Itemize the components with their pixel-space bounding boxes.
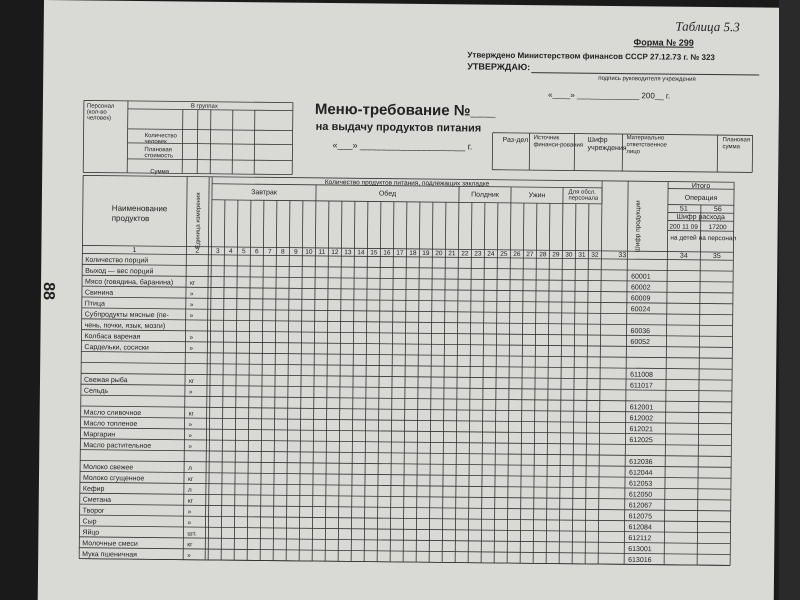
form-number: Форма № 299 <box>633 37 694 48</box>
product-code-cell: 612021 <box>629 426 653 434</box>
col-number: 12 <box>331 249 339 257</box>
total-label: Итого <box>691 182 711 190</box>
col-number: 1 <box>132 246 137 254</box>
col-number: 16 <box>383 249 391 257</box>
personnel-block-border <box>127 101 128 173</box>
meal-breakfast-label: Завтрак <box>251 189 277 197</box>
unit-cell: кг <box>188 377 195 385</box>
menu-table <box>38 0 780 600</box>
product-name-cell: Яйцо <box>82 529 100 537</box>
unit-cell: » <box>188 432 193 440</box>
column-line <box>183 177 187 560</box>
col-number: 21 <box>448 250 456 258</box>
col-number: 18 <box>409 249 417 257</box>
product-code-cell: 60009 <box>630 295 651 303</box>
product-name-cell: Сыр <box>82 518 97 526</box>
col-number: 35 <box>712 253 721 261</box>
table-row-line <box>81 352 732 359</box>
product-code-cell: 612067 <box>628 502 653 510</box>
product-code-cell: 612053 <box>628 480 653 488</box>
column-line <box>664 182 668 565</box>
personnel-label: Персонал <box>86 103 115 110</box>
col-number: 10 <box>305 248 313 256</box>
data-column-line <box>455 202 459 562</box>
product-name-cell: Масло растительное <box>83 442 152 450</box>
unit-cell: » <box>187 552 191 560</box>
data-column-line <box>260 200 264 560</box>
col-number: 19 <box>422 249 430 258</box>
products-qty-header: Количество продуктов питания, подлежащих закладке <box>324 178 490 188</box>
meal-snack-label: Полдник <box>471 191 499 199</box>
product-code-cell: 612084 <box>628 524 652 532</box>
unit-cell: л <box>188 465 192 473</box>
personnel-block-border <box>84 100 293 102</box>
personnel-block-border <box>197 110 198 174</box>
product-name-header: продуктов <box>111 213 150 224</box>
column-line <box>598 181 602 564</box>
col-number: 27 <box>526 251 534 259</box>
personnel-block-border <box>254 110 255 174</box>
totals-line <box>697 205 701 565</box>
form-page <box>38 0 780 600</box>
product-name-cell: Сардельки, сосиски <box>84 344 149 352</box>
for-staff-label: на персонал <box>698 234 737 243</box>
product-code-cell: 612036 <box>629 458 653 466</box>
form-date-line: «___» _____________________ г. <box>332 140 473 152</box>
data-column-line <box>390 202 394 562</box>
col-number: 22 <box>461 250 469 258</box>
operation-label: Операция <box>684 194 718 203</box>
data-column-line <box>520 203 524 563</box>
col-number: 30 <box>565 251 573 259</box>
table-row-line <box>81 395 732 402</box>
col-number: 25 <box>500 250 508 258</box>
count-people-label: человек <box>144 139 167 146</box>
product-name-cell: Выход — вес порций <box>85 267 154 276</box>
meal-lunch-label: Обед <box>378 190 397 198</box>
data-column-line <box>312 201 316 561</box>
product-name-cell: Молочные смеси <box>82 540 138 548</box>
col-number: 15 <box>370 249 378 257</box>
unit-cell: » <box>187 519 192 527</box>
product-code-cell: 60001 <box>631 273 651 281</box>
data-column-line <box>273 200 277 560</box>
product-code-cell: 612001 <box>629 404 654 412</box>
product-name-cell: Количество порций <box>85 256 149 265</box>
data-column-line <box>559 203 563 563</box>
product-name-cell: Свежая рыба <box>83 376 128 385</box>
op-code-2: 56 <box>713 206 722 214</box>
column-line <box>624 181 628 564</box>
personnel-label: (кол-во <box>86 109 107 116</box>
product-name-cell: Масло топленое <box>83 420 138 428</box>
table-row-line <box>80 450 731 457</box>
planned-sum-label: сумма <box>722 144 741 151</box>
product-code-cell: 613016 <box>628 556 652 565</box>
data-column-line <box>546 203 550 563</box>
product-name-cell: Творог <box>82 507 105 515</box>
data-column-line <box>351 201 355 561</box>
product-name-header: Наименование <box>111 203 168 214</box>
data-column-line <box>429 202 433 562</box>
data-column-line <box>286 201 290 561</box>
approval-date-line: «____» ______________ 200__ г. <box>547 90 671 101</box>
col-number: 6 <box>255 248 259 256</box>
product-name-cell: Птица <box>84 300 105 308</box>
meal-staff-label: Для обсл. <box>568 189 596 196</box>
personnel-block-border <box>210 110 211 174</box>
personnel-block-border <box>292 103 293 175</box>
product-name-cell: Сметана <box>82 496 112 504</box>
col-number: 20 <box>435 250 443 258</box>
data-column-line <box>234 200 238 560</box>
meal-staff-label: персонала <box>568 195 599 202</box>
form-subtitle: на выдачу продуктов питания <box>315 120 482 135</box>
product-code-cell: 612050 <box>628 491 653 499</box>
col-number: 17 <box>396 249 404 257</box>
col-number: 31 <box>578 251 586 259</box>
unit-cell: » <box>189 290 194 298</box>
page-edge <box>779 0 800 600</box>
approved-note: Утверждено Министерством финансов СССР 27.12.73 г. № 323 <box>467 50 715 63</box>
product-name-cell: Маргарин <box>83 431 116 439</box>
data-column-line <box>507 203 511 563</box>
unit-cell: » <box>189 301 194 309</box>
data-column-line <box>533 203 537 563</box>
col-number: 9 <box>294 248 298 256</box>
product-name-cell: Молоко сгущенное <box>82 474 145 483</box>
data-column-line <box>325 201 329 561</box>
data-column-line <box>468 202 472 562</box>
product-name-cell: Субпродукты мясные (пе- <box>84 311 169 320</box>
responsible-label: Материально <box>626 135 665 142</box>
expense-code-2: 17200 <box>708 223 727 232</box>
col-number: 14 <box>357 249 365 257</box>
product-code-cell: 613001 <box>628 545 652 554</box>
product-code-cell: 612044 <box>629 469 653 477</box>
institution-code-label: учреждения <box>587 144 627 153</box>
page-number: 88 <box>39 282 57 301</box>
product-name-cell: Сельдь <box>83 387 109 395</box>
unit-cell: кг <box>187 475 194 483</box>
personnel-block-border <box>232 110 233 174</box>
col-number: 24 <box>487 250 495 258</box>
count-people-label: Количество <box>144 133 177 140</box>
product-name-cell: Кефир <box>82 485 105 493</box>
product-code-header: Шифр продукции <box>634 200 642 253</box>
product-name-cell: чень, почки, язык, мозги) <box>84 322 166 331</box>
data-column-line <box>247 200 251 560</box>
data-column-line <box>221 200 225 560</box>
col-number: 8 <box>281 248 285 256</box>
unit-cell: шт. <box>187 530 197 538</box>
table-row-line <box>82 264 733 271</box>
responsible-label: лицо <box>626 149 641 156</box>
product-code-cell: 611008 <box>630 371 653 379</box>
product-code-cell: 60052 <box>630 338 650 347</box>
col-number: 5 <box>242 248 246 256</box>
personnel-block-border <box>182 109 183 173</box>
data-column-line <box>585 204 589 564</box>
form-title: Меню-требование №___ <box>314 100 496 120</box>
meal-dinner-label: Ужин <box>528 192 546 200</box>
col-number: 33 <box>618 252 627 260</box>
data-column-line <box>338 201 342 561</box>
product-code-cell: 60024 <box>630 306 651 314</box>
col-number: 29 <box>552 251 560 259</box>
product-code-cell: 60036 <box>630 327 651 336</box>
product-code-cell: 612025 <box>629 436 653 445</box>
signature-hint: подпись руководителя учреждения <box>598 75 696 83</box>
product-name-cell: Молоко свежее <box>83 463 134 472</box>
unit-cell: кг <box>188 410 194 418</box>
plan-cost-label: стоимость <box>144 153 174 160</box>
col-number: 26 <box>513 250 521 259</box>
product-code-cell: 60002 <box>630 284 651 292</box>
product-code-cell: 611017 <box>629 382 653 390</box>
product-name-cell: Мясо (говядина, баранина) <box>85 278 174 287</box>
data-column-line <box>416 202 420 562</box>
unit-cell: » <box>188 421 193 429</box>
table-label: Таблица 5.3 <box>675 18 740 35</box>
data-column-line <box>299 201 303 561</box>
unit-cell: » <box>189 312 194 320</box>
table-row-line <box>81 362 732 369</box>
product-code-cell: 612075 <box>628 513 653 521</box>
col-number: 32 <box>591 251 599 259</box>
col-number: 13 <box>344 249 352 257</box>
funding-source-label: финанси-рования <box>533 142 584 149</box>
funding-source-label: Источник <box>533 135 560 142</box>
product-name-cell: Масло сливочное <box>83 409 142 418</box>
product-code-cell: 612002 <box>629 415 654 423</box>
table-row-line <box>82 319 733 326</box>
unit-cell: кг <box>187 541 193 549</box>
col-number: 34 <box>679 252 688 260</box>
col-number: 28 <box>539 251 547 259</box>
personnel-block-border <box>83 100 84 172</box>
for-children-label: на детей <box>670 234 697 242</box>
col-number: 4 <box>229 247 233 255</box>
unit-cell: » <box>189 345 194 353</box>
data-column-line <box>377 202 381 562</box>
section-label: Раз-дел <box>502 136 529 145</box>
col-number: 7 <box>268 248 272 256</box>
col-number: 3 <box>216 247 220 255</box>
unit-cell: кг <box>187 497 194 505</box>
planned-sum-label: Плановая <box>722 137 751 144</box>
plan-cost-label: Плановая <box>144 147 172 154</box>
data-column-line <box>364 201 368 561</box>
col-number: 11 <box>318 248 326 256</box>
product-name-cell: Мука пшеничная <box>82 551 137 559</box>
op-code-1: 51 <box>679 205 688 213</box>
unit-cell: » <box>188 443 192 451</box>
personnel-block-border <box>83 172 292 174</box>
approve-label: УТВЕРЖДАЮ: <box>467 61 531 73</box>
personnel-block-border <box>128 129 293 131</box>
expense-code-label: Шифр расхода <box>676 213 725 222</box>
unit-cell: кг <box>190 279 196 287</box>
col-number: 2 <box>195 247 200 255</box>
product-code-cell: 612112 <box>628 535 652 543</box>
responsible-label: ответственное <box>626 142 667 149</box>
data-column-line <box>403 202 407 562</box>
institution-code-label: Шифр <box>587 136 608 144</box>
unit-cell: » <box>187 508 192 516</box>
unit-cell: » <box>189 334 194 342</box>
product-name-cell: Свинина <box>84 289 114 297</box>
product-name-cell: Колбаса вареная <box>84 333 141 341</box>
in-groups-label: В группах <box>190 103 218 110</box>
unit-cell: л <box>187 486 192 494</box>
data-column-line <box>572 204 576 564</box>
col-number: 23 <box>474 250 482 258</box>
data-column-line <box>481 203 485 563</box>
personnel-label: человек) <box>86 115 112 122</box>
data-column-line <box>442 202 446 562</box>
unit-header: Единица измерения <box>195 192 202 249</box>
unit-cell: » <box>188 388 193 396</box>
data-column-line <box>494 203 498 563</box>
expense-code-1: 200 11 09 <box>669 223 698 231</box>
sum-label: Сумма <box>150 169 170 176</box>
